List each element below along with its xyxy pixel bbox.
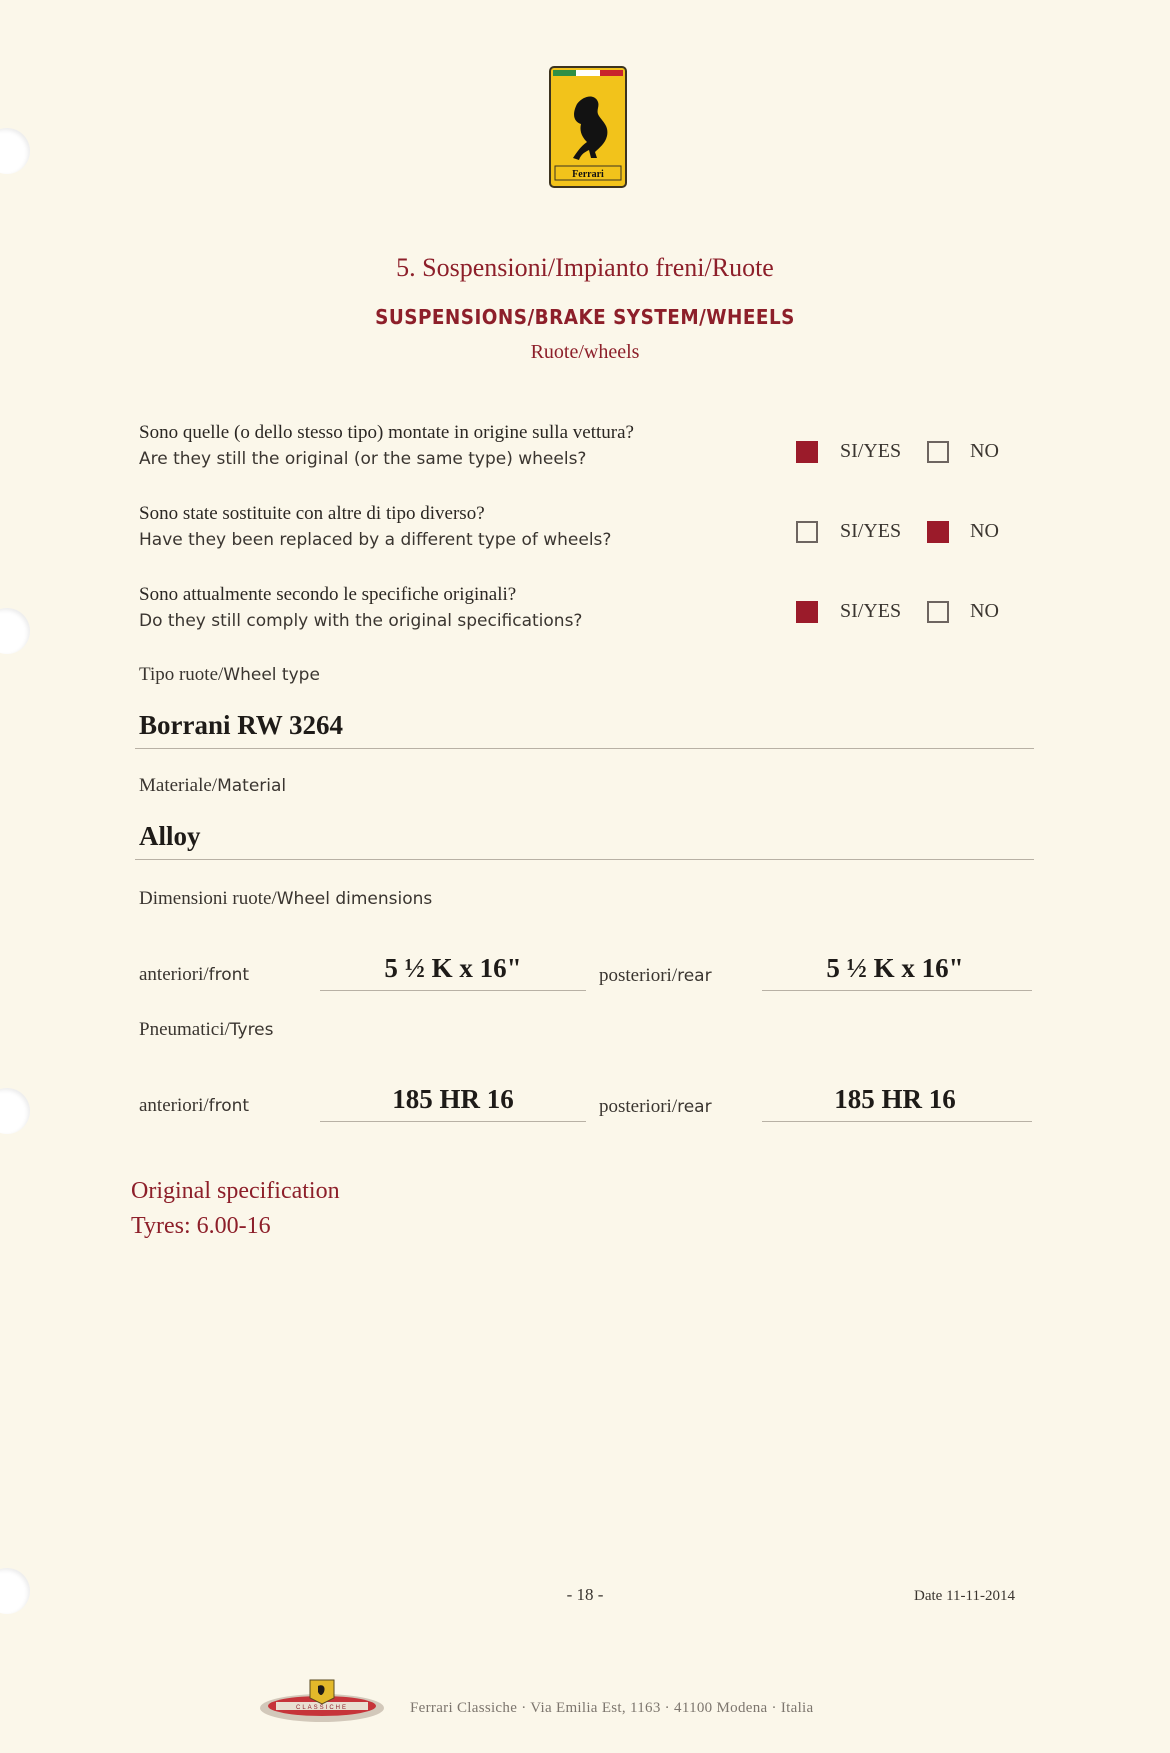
no-label: NO — [970, 520, 999, 542]
question-2 — [139, 501, 779, 553]
question-text-it: Sono quelle (o dello stesso tipo) montate in origine sulla vettura? — [139, 422, 634, 443]
question-3 — [139, 582, 779, 634]
field-underline — [320, 1121, 586, 1122]
punch-hole — [0, 1088, 30, 1134]
original-spec-title: Original specification — [131, 1178, 340, 1204]
rear-label: posteriori/rear — [599, 965, 712, 986]
wheel-type-value: Borrani RW 3264 — [139, 710, 344, 740]
rear-tyre-value: 185 HR 16 — [834, 1084, 956, 1114]
rear-wheel-dimension-value: 5 ½ K x 16" — [826, 953, 964, 983]
front-tyre-value: 185 HR 16 — [392, 1084, 514, 1114]
question-text-it: Sono state sostituite con altre di tipo diverso? — [139, 503, 485, 524]
material-label: Materiale/Material — [139, 775, 287, 796]
wheel-type-label: Tipo ruote/Wheel type — [139, 664, 320, 685]
field-underline — [320, 990, 586, 991]
no-checkbox-checked[interactable] — [927, 521, 949, 543]
question-1 — [139, 420, 779, 472]
question-1-options — [796, 438, 1036, 466]
question-text-en: Have they been replaced by a different type of wheels? — [139, 530, 612, 550]
question-text-it: Sono attualmente secondo le specifiche originali? — [139, 584, 517, 605]
question-2-options — [796, 518, 1036, 546]
ferrari-classiche-logo — [258, 1672, 386, 1734]
section-title-en: SUSPENSIONS/BRAKE SYSTEM/WHEELS — [375, 305, 795, 329]
punch-hole — [0, 608, 30, 654]
question-text-en: Are they still the original (or the same type) wheels? — [139, 449, 587, 469]
ferrari-shield-logo — [549, 66, 627, 188]
logo-text: Ferrari — [572, 169, 604, 180]
yes-label: SI/YES — [840, 600, 902, 622]
yes-checkbox[interactable] — [796, 521, 818, 543]
question-text-en: Do they still comply with the original specifications? — [139, 611, 583, 631]
yes-checkbox-checked[interactable] — [796, 601, 818, 623]
document-date: Date 11-11-2014 — [914, 1588, 1015, 1604]
field-underline — [135, 748, 1034, 749]
wheel-dimensions-label: Dimensioni ruote/Wheel dimensions — [139, 888, 433, 909]
tyres-label: Pneumatici/Tyres — [139, 1019, 274, 1040]
yes-label: SI/YES — [840, 440, 902, 462]
no-checkbox[interactable] — [927, 441, 949, 463]
rear-label: posteriori/rear — [599, 1096, 712, 1117]
field-underline — [762, 1121, 1032, 1122]
no-label: NO — [970, 440, 999, 462]
material-value: Alloy — [139, 821, 201, 851]
yes-checkbox-checked[interactable] — [796, 441, 818, 463]
footer-address: Ferrari Classiche · Via Emilia Est, 1163 · 41100 Modena · Italia — [410, 1700, 814, 1716]
field-underline — [762, 990, 1032, 991]
no-label: NO — [970, 600, 999, 622]
question-3-options — [796, 598, 1036, 626]
yes-label: SI/YES — [840, 520, 902, 542]
front-label: anteriori/front — [139, 964, 250, 985]
section-title-it: 5. Sospensioni/Impianto freni/Ruote — [396, 253, 774, 282]
punch-hole — [0, 128, 30, 174]
no-checkbox[interactable] — [927, 601, 949, 623]
footer-logo-text: CLASSICHE — [295, 1705, 349, 1711]
page-number: - 18 - — [566, 1585, 604, 1604]
field-underline — [135, 859, 1034, 860]
front-wheel-dimension-value: 5 ½ K x 16" — [384, 953, 522, 983]
original-spec-line: Tyres: 6.00-16 — [131, 1213, 271, 1239]
section-subtitle: Ruote/wheels — [530, 341, 640, 363]
front-label: anteriori/front — [139, 1095, 250, 1116]
